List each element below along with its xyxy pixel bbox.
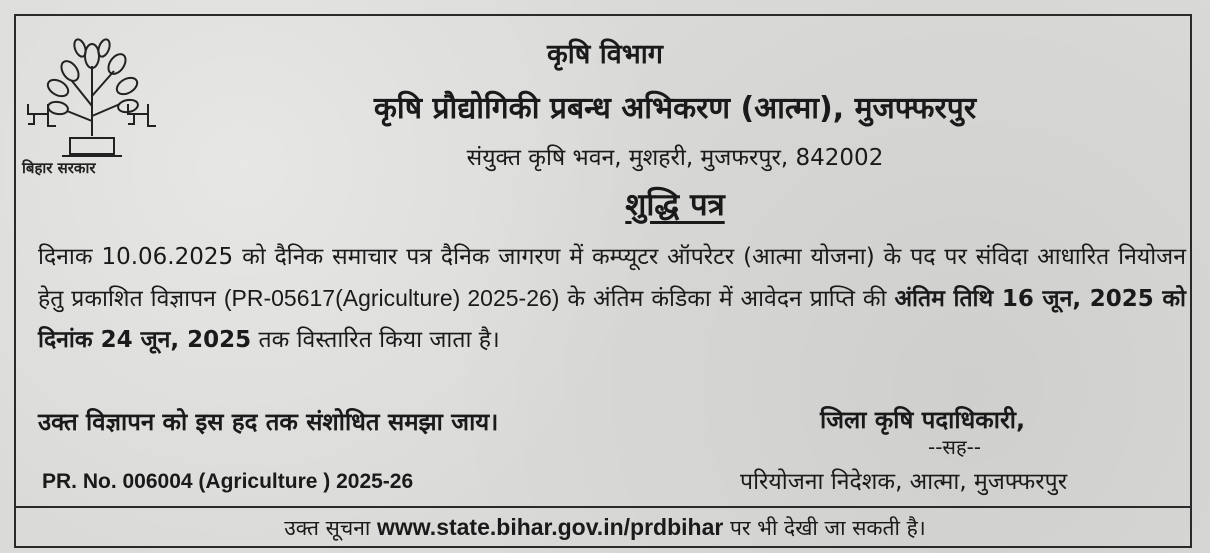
body-text-part3: तक विस्तारित किया जाता है। <box>251 327 500 353</box>
address-line: संयुक्त कृषि भवन, मुशहरी, मुजफरपुर, 842002 <box>466 145 884 171</box>
footer-url[interactable]: www.state.bihar.gov.in/prdbihar <box>376 514 724 540</box>
notice-body <box>38 237 1186 361</box>
signatory-designation: परियोजना निदेशक, आत्मा, मुजफ्फरपुर <box>740 469 1068 495</box>
notice-title-wrap <box>170 183 1180 225</box>
pr-number: PR. No. 006004 (Agriculture ) 2025-26 <box>42 470 414 493</box>
body-text-part1: दिनाक 10.06.2025 को दैनिक समाचार पत्र दैनिक जागरण में कम्प्यूटर ऑपरेटर (आत्मा योजना) के पद पर संविदा आधारित नियोजन हेतु प्रकाशित विज्ञापन <box>38 244 1186 312</box>
agency-title: कृषि प्रौद्योगिकी प्रबन्ध अभिकरण (आत्मा), मुजफ्फरपुर <box>373 91 977 126</box>
notice-title: शुद्धि पत्र <box>625 187 725 223</box>
department-title: कृषि विभाग <box>547 39 663 70</box>
body-text-part2: के अंतिम कंडिका में आवेदन प्राप्ति की <box>559 286 895 312</box>
footer-note <box>0 514 1210 542</box>
amendment-note: उक्त विज्ञापन को इस हद तक संशोधित समझा जाय। <box>38 408 499 436</box>
footer-divider <box>14 506 1192 508</box>
body-text-ref: (PR-05617(Agriculture) 2025-26) <box>223 285 560 311</box>
signatory-title: जिला कृषि पदाधिकारी, <box>820 406 1026 434</box>
logo-caption: बिहार सरकार <box>22 159 96 177</box>
signatory-separator: --सह-- <box>928 435 982 459</box>
body-text-bold: अंतिम तिथि 16 जून, 2025 को दिनांक 24 जून, 2025 <box>38 286 1186 353</box>
footer-suffix: पर भी देखी जा सकती है। <box>723 516 926 540</box>
footer-prefix: उक्त सूचना <box>284 516 377 540</box>
